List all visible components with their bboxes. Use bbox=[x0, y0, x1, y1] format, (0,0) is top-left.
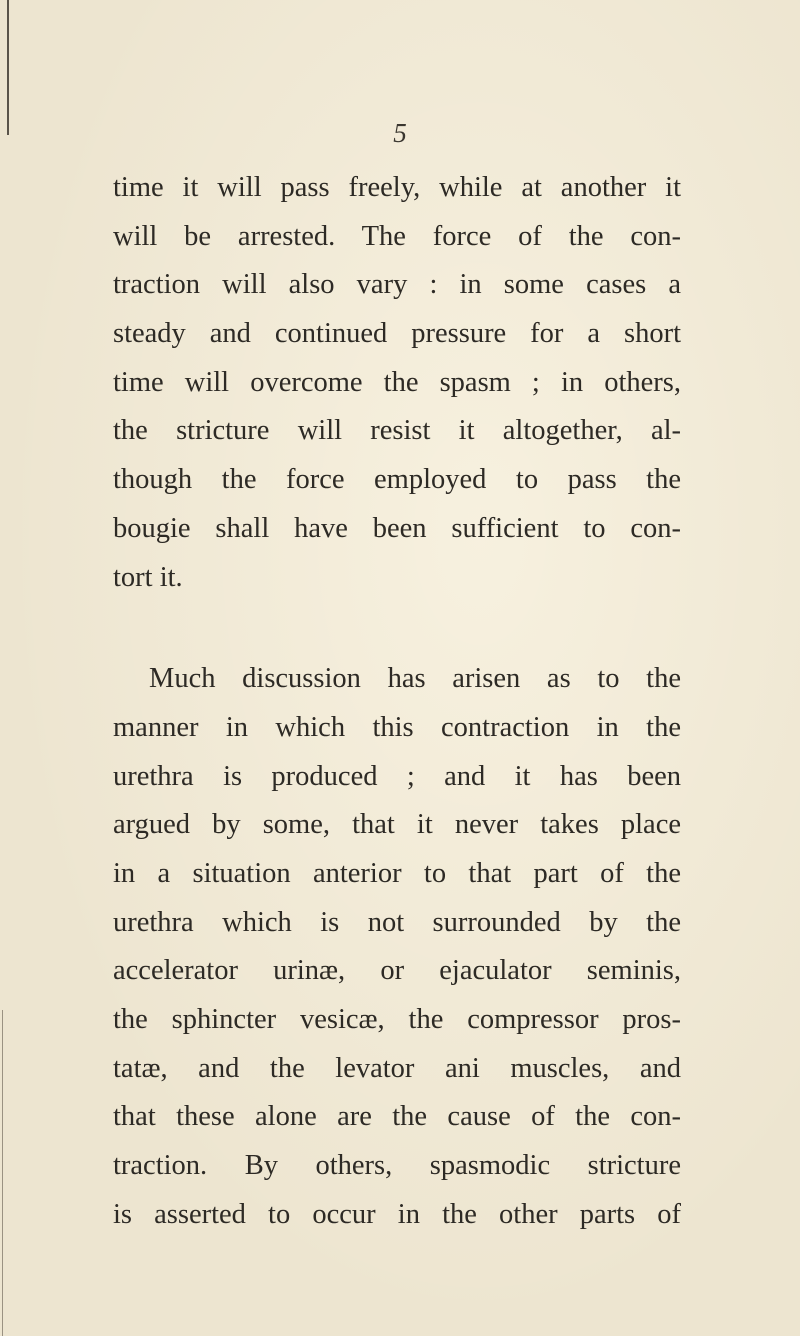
text-line: traction. By others, spasmodic stricture bbox=[113, 1150, 681, 1182]
paragraph-2 bbox=[113, 655, 681, 1239]
text-line: manner in which this contraction in the bbox=[113, 711, 681, 743]
text-line: the sphincter vesicæ, the compressor pros- bbox=[113, 1004, 681, 1035]
text-line: the stricture will resist it altogether, al- bbox=[113, 415, 681, 447]
text-line: will be arrested. The force of the con- bbox=[113, 220, 681, 252]
text-line: tatæ, and the levator ani muscles, and bbox=[113, 1052, 681, 1084]
text-line: steady and continued pressure for a short bbox=[113, 318, 681, 350]
text-line: accelerator urinæ, or ejaculator seminis, bbox=[113, 955, 681, 987]
text-line: urethra is produced ; and it has been bbox=[113, 760, 681, 792]
paragraph-1 bbox=[113, 164, 681, 602]
text-line: in a situation anterior to that part of the bbox=[113, 857, 681, 889]
text-line: urethra which is not surrounded by the bbox=[113, 906, 681, 938]
text-line: that these alone are the cause of the con- bbox=[113, 1101, 681, 1133]
text-line: Much discussion has arisen as to the bbox=[149, 663, 681, 695]
body-text bbox=[113, 164, 681, 1239]
text-line: tort it. bbox=[113, 561, 183, 593]
text-line: argued by some, that it never takes place bbox=[113, 809, 681, 841]
text-line: traction will also vary : in some cases a bbox=[113, 269, 681, 301]
text-line: bougie shall have been sufficient to con- bbox=[113, 512, 681, 544]
paragraph-spacer bbox=[113, 602, 681, 655]
text-line: time it will pass freely, while at another it bbox=[113, 172, 681, 203]
page-number: 5 bbox=[393, 118, 407, 148]
text-line: time will overcome the spasm ; in others, bbox=[113, 366, 681, 398]
page-edge-shadow bbox=[7, 0, 9, 135]
text-line: though the force employed to pass the bbox=[113, 464, 681, 496]
text-line: is asserted to occur in the other parts of bbox=[113, 1198, 681, 1230]
page-edge-shadow-lower bbox=[2, 1010, 3, 1336]
